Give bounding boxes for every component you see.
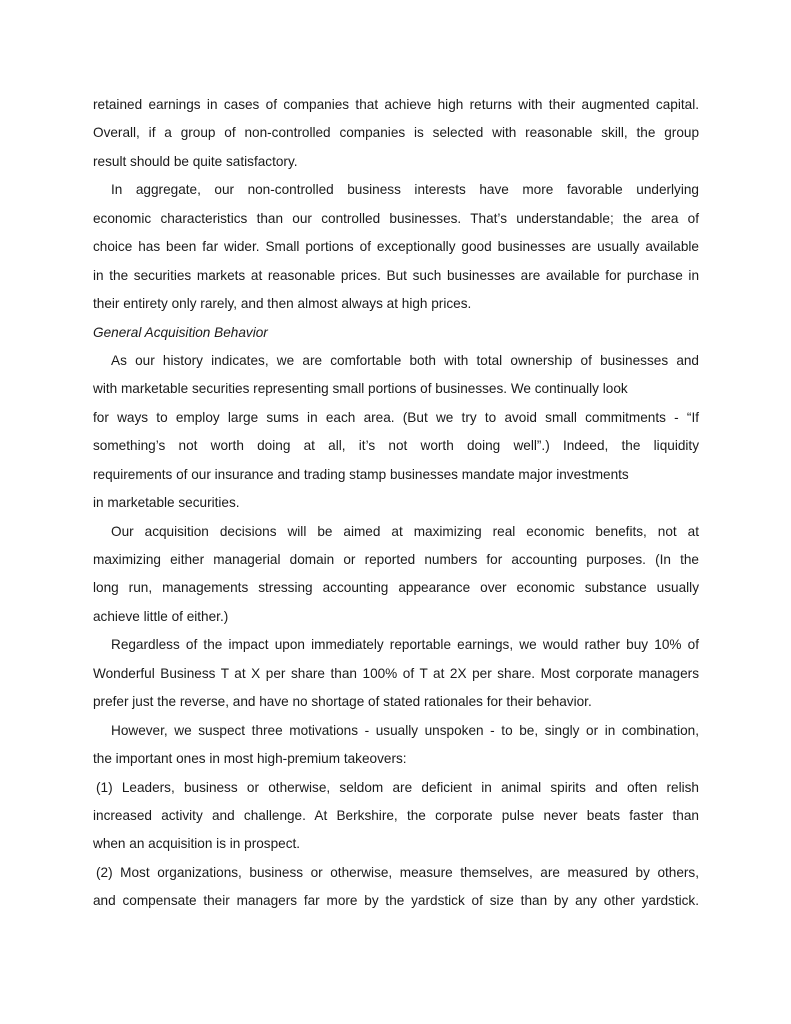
paragraph-line: prefer just the reverse, and have no shortage of stated rationales for their behavior. — [93, 694, 592, 710]
paragraph-line: Wonderful Business T at X per share than 100% of T at 2X per share. Most corporate managers — [93, 665, 699, 681]
paragraph-line: choice has been far wider. Small portions of exceptionally good businesses are usually available — [93, 239, 699, 255]
paragraph-line: in marketable securities. — [93, 495, 240, 511]
paragraph-line: requirements of our insurance and trading stamp businesses mandate major investments — [93, 466, 629, 482]
paragraph-line: economic characteristics than our controlled businesses. That’s understandable; the area of — [93, 210, 699, 226]
list-item-line: increased activity and challenge. At Berkshire, the corporate pulse never beats faster than — [93, 807, 699, 823]
paragraph-line: achieve little of either.) — [93, 608, 229, 624]
paragraph-line: their entirety only rarely, and then almost always at high prices. — [93, 296, 472, 312]
paragraph-line: Our acquisition decisions will be aimed at maximizing real economic benefits, not at — [111, 523, 699, 539]
paragraph-line: for ways to employ large sums in each area. (But we try to avoid small commitments - “If — [93, 409, 699, 425]
paragraph-line: In aggregate, our non-controlled business interests have more favorable underlying — [111, 182, 699, 198]
list-item-line: (1) Leaders, business or otherwise, seldom are deficient in animal spirits and often relish — [96, 779, 699, 795]
list-item-line: (2) Most organizations, business or otherwise, measure themselves, are measured by others, — [96, 864, 699, 880]
paragraph-line: something’s not worth doing at all, it’s not worth doing well”.) Indeed, the liquidity — [93, 438, 699, 454]
paragraph-line: Overall, if a group of non-controlled companies is selected with reasonable skill, the group — [93, 125, 699, 141]
paragraph-line: maximizing either managerial domain or reported numbers for accounting purposes. (In the — [93, 552, 699, 567]
list-item-line: and compensate their managers far more by the yardstick of size than by any other yardstick. — [93, 893, 699, 909]
paragraph-line: long run, managements stressing accounting appearance over economic substance usually — [93, 580, 699, 596]
paragraph-line: However, we suspect three motivations - usually unspoken - to be, singly or in combination, — [111, 722, 699, 738]
paragraph-line: with marketable securities representing small portions of businesses. We continually look — [93, 381, 628, 397]
paragraph-line: retained earnings in cases of companies that achieve high returns with their augmented capital. — [93, 97, 699, 112]
document-page — [93, 91, 699, 916]
paragraph-line: result should be quite satisfactory. — [93, 153, 298, 169]
paragraph-line: As our history indicates, we are comfortable both with total ownership of businesses and — [111, 352, 699, 368]
paragraph-line: in the securities markets at reasonable prices. But such businesses are available for purchase in — [93, 267, 699, 283]
paragraph-line: Regardless of the impact upon immediately reportable earnings, we would rather buy 10% of — [111, 637, 699, 653]
paragraph-line: the important ones in most high-premium takeovers: — [93, 751, 407, 767]
list-item-line: when an acquisition is in prospect. — [93, 836, 301, 852]
section-heading: General Acquisition Behavior — [93, 324, 268, 340]
